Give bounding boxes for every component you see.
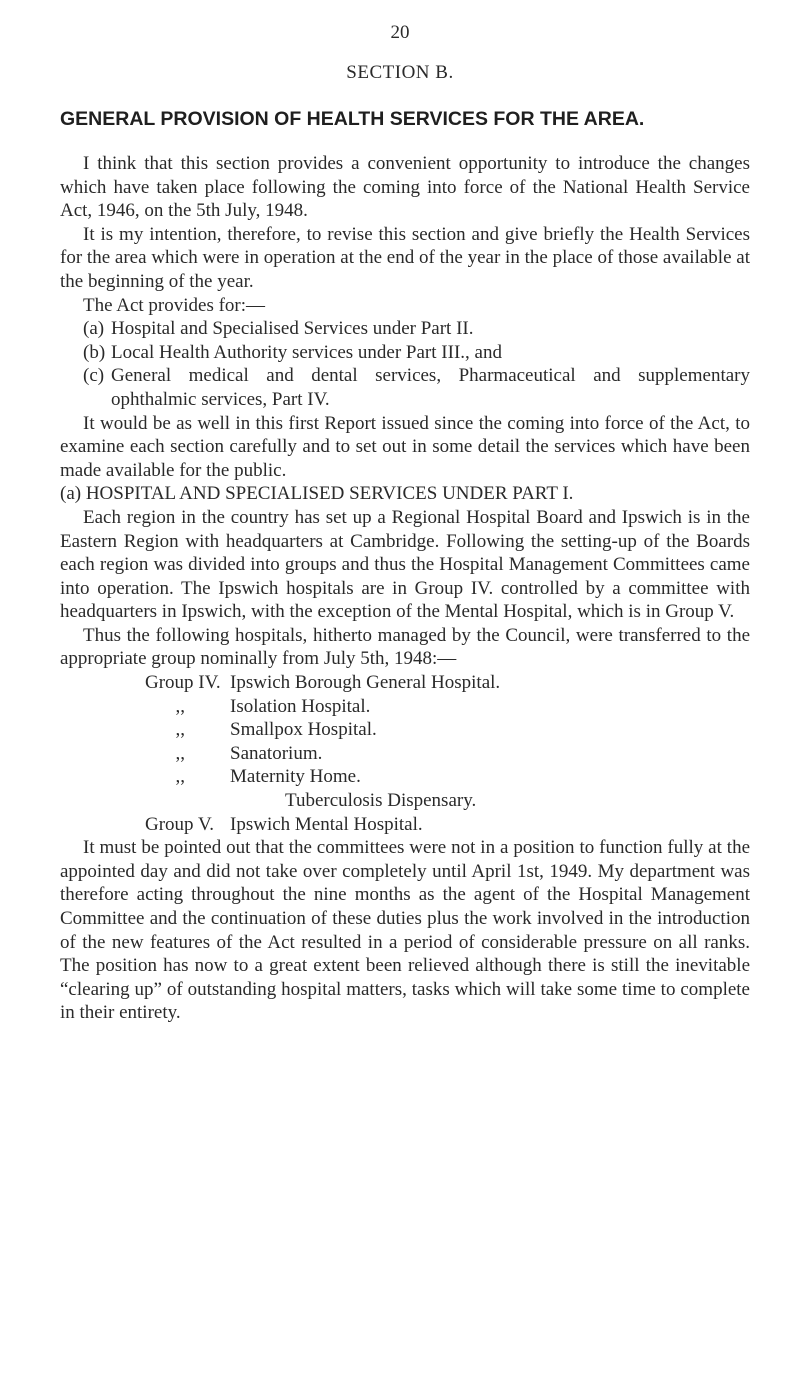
list-item-text: Local Health Authority services under Part III., and [111, 341, 502, 363]
ditto-mark: ,, [175, 766, 185, 788]
page-number: 20 [390, 22, 410, 43]
group-label: Group V. [145, 813, 214, 835]
hospital-name: Ipswich Mental Hospital. [230, 813, 423, 835]
group-label: Group IV. [145, 672, 221, 694]
ditto-mark: ,, [175, 742, 185, 764]
section-a-paragraph-2: Thus the following hospitals, hitherto managed by the Council, were transferred to the appropriate group nominally from July 5th, 1948:— [60, 624, 750, 670]
list-item-label: (b) [83, 341, 106, 363]
closing-paragraph: It must be pointed out that the committees were not in a position to function fully at the appointed day and did not take over completely until April 1st, 1949. My department was therefore acting throughout the nine months as the agent of the Hospital Management Committee and the continuation of these duties plus the work involved in the introduction of the new features of the Act resulted in a period of considerable pressure on all ranks. The position has now to a great extent been relieved although there is still the inevitable “clearing up” of outstanding hospital matters, tasks which will take some time to complete in their entirety. [60, 837, 750, 1024]
ditto-mark: ,, [175, 719, 185, 741]
hospital-name: Isolation Hospital. [230, 695, 371, 717]
intro-paragraph-1: I think that this section provides a convenient opportunity to introduce the changes which have taken place following the coming into force of the National Health Service Act, 1946, on the 5th July, 1948. [60, 153, 750, 222]
after-list-paragraph: It would be as well in this first Report issued since the coming into force of the Act, to examine each section carefully and to set out in some detail the services which have been made available for the public. [60, 412, 750, 481]
list-item [60, 317, 750, 341]
section-heading: SECTION B. [346, 62, 454, 83]
page-title: GENERAL PROVISION OF HEALTH SERVICES FOR THE AREA. [60, 108, 645, 130]
group-row [60, 813, 750, 837]
hospital-name: Sanatorium. [230, 742, 323, 764]
group-row [60, 742, 750, 766]
group-row [60, 695, 750, 719]
hospital-groups [60, 671, 750, 836]
hospital-name: Smallpox Hospital. [230, 719, 377, 741]
list-item-text: General medical and dental services, Pharmaceutical and supplementary ophthalmic services, Part IV. [111, 365, 750, 410]
list-item [60, 341, 750, 365]
group-row [60, 718, 750, 742]
list-item-label: (a) [83, 318, 105, 340]
subsection-heading: (a) HOSPITAL AND SPECIALISED SERVICES UNDER PART I. [60, 483, 574, 505]
intro-paragraph-3: The Act provides for:— [83, 294, 266, 316]
body-text [60, 152, 750, 1025]
hospital-name: Maternity Home. [230, 766, 361, 788]
list-item-label: (c) [83, 365, 105, 387]
tb-dispensary: Tuberculosis Dispensary. [285, 790, 477, 812]
list-item [60, 364, 750, 411]
intro-paragraph-2: It is my intention, therefore, to revise this section and give briefly the Health Services for the area which were in operation at the end of the year in the place of those available at the beginning of the year. [60, 223, 750, 292]
provisions-list [60, 317, 750, 411]
section-a-paragraph-1: Each region in the country has set up a Regional Hospital Board and Ipswich is in the Eastern Region with headquarters at Cambridge. Following the setting-up of the Boards each region was divided into groups and thus the Hospital Management Committees came into operation. The Ipswich hospitals are in Group IV. controlled by a committee with headquarters in Ipswich, with the exception of the Mental Hospital, which is in Group V. [60, 506, 750, 623]
ditto-mark: ,, [175, 695, 185, 717]
hospital-name: Ipswich Borough General Hospital. [230, 672, 501, 694]
group-row [60, 671, 750, 695]
group-row [60, 765, 750, 789]
list-item-text: Hospital and Specialised Services under Part II. [111, 318, 474, 340]
